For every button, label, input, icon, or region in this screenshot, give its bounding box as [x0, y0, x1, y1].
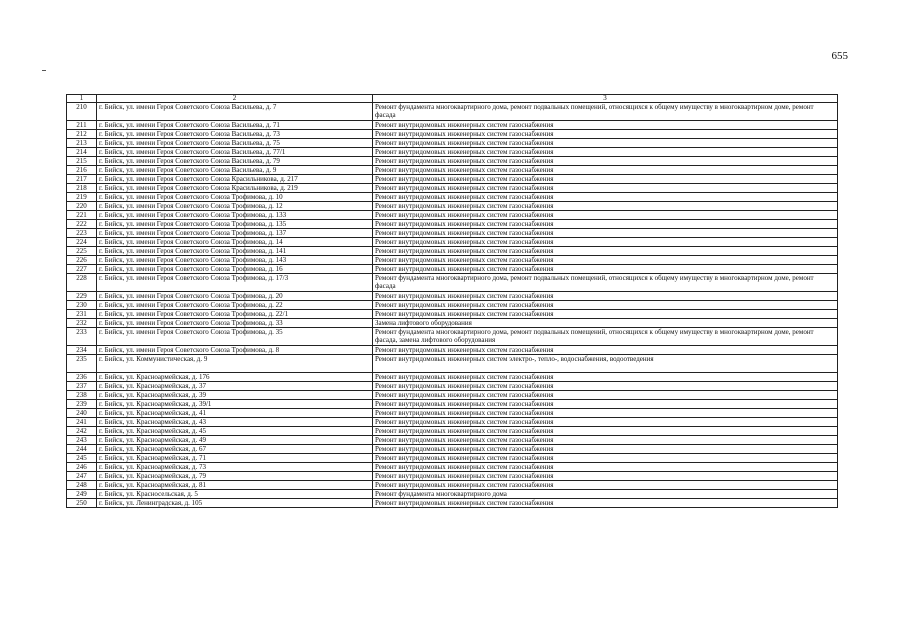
column-header-number: 1: [67, 95, 97, 103]
row-number: 231: [67, 310, 97, 319]
row-work-type: Ремонт фундамента многоквартирного дома: [373, 490, 838, 499]
row-number: 216: [67, 166, 97, 175]
row-work-type: Ремонт внутридомовых инженерных систем газоснабжения: [373, 382, 838, 391]
row-address: г. Бийск, ул. имени Героя Советского Союза Трофимова, д. 8: [97, 346, 373, 355]
row-address: г. Бийск, ул. Красноармейская, д. 43: [97, 418, 373, 427]
row-address: г. Бийск, ул. имени Героя Советского Союза Трофимова, д. 14: [97, 238, 373, 247]
table-row: [67, 382, 838, 391]
row-work-type: Ремонт внутридомовых инженерных систем газоснабжения: [373, 202, 838, 211]
row-address: г. Бийск, ул. имени Героя Советского Союза Трофимова, д. 133: [97, 211, 373, 220]
table-row: [67, 319, 838, 328]
column-header-address: 2: [97, 95, 373, 103]
header-row: [67, 95, 838, 103]
row-address: г. Бийск, ул. Коммунистическая, д. 9: [97, 355, 373, 373]
table-row: [67, 211, 838, 220]
row-work-type: Ремонт фундамента многоквартирного дома, ремонт подвальных помещений, относящихся к общему имуществу в многоквартирном доме, ремонт фасада: [373, 274, 838, 292]
row-number: 248: [67, 481, 97, 490]
row-address: г. Бийск, ул. имени Героя Советского Союза Трофимова, д. 10: [97, 193, 373, 202]
table-row: [67, 463, 838, 472]
row-number: 245: [67, 454, 97, 463]
row-work-type: Ремонт внутридомовых инженерных систем газоснабжения: [373, 481, 838, 490]
row-address: г. Бийск, ул. имени Героя Советского Союза Васильева, д. 9: [97, 166, 373, 175]
row-number: 217: [67, 175, 97, 184]
row-address: г. Бийск, ул. Красносельская, д. 5: [97, 490, 373, 499]
table-row: [67, 139, 838, 148]
row-work-type: Ремонт внутридомовых инженерных систем газоснабжения: [373, 211, 838, 220]
row-number: 249: [67, 490, 97, 499]
row-address: г. Бийск, ул. имени Героя Советского Союза Трофимова, д. 137: [97, 229, 373, 238]
row-address: г. Бийск, ул. имени Героя Советского Союза Трофимова, д. 22/1: [97, 310, 373, 319]
row-number: 243: [67, 436, 97, 445]
row-work-type: Ремонт внутридомовых инженерных систем газоснабжения: [373, 409, 838, 418]
row-address: г. Бийск, ул. имени Героя Советского Союза Трофимова, д. 20: [97, 292, 373, 301]
row-number: 241: [67, 418, 97, 427]
row-address: г. Бийск, ул. имени Героя Советского Союза Трофимова, д. 35: [97, 328, 373, 346]
row-number: 213: [67, 139, 97, 148]
table-row: [67, 121, 838, 130]
row-address: г. Бийск, ул. имени Героя Советского Союза Васильева, д. 73: [97, 130, 373, 139]
row-address: г. Бийск, ул. Красноармейская, д. 67: [97, 445, 373, 454]
row-work-type: Ремонт внутридомовых инженерных систем газоснабжения: [373, 184, 838, 193]
page-number: 655: [831, 50, 848, 62]
table-row: [67, 103, 838, 121]
row-work-type: Замена лифтового оборудования: [373, 319, 838, 328]
row-address: г. Бийск, ул. Красноармейская, д. 176: [97, 373, 373, 382]
row-address: г. Бийск, ул. Красноармейская, д. 45: [97, 427, 373, 436]
row-address: г. Бийск, ул. имени Героя Советского Союза Трофимова, д. 135: [97, 220, 373, 229]
row-address: г. Бийск, ул. имени Героя Советского Союза Трофимова, д. 33: [97, 319, 373, 328]
row-number: 246: [67, 463, 97, 472]
table-body: [67, 103, 838, 508]
table-row: [67, 400, 838, 409]
table-row: [67, 355, 838, 373]
table-row: [67, 247, 838, 256]
row-address: г. Бийск, ул. Красноармейская, д. 39: [97, 391, 373, 400]
row-address: г. Бийск, ул. Ленинградская, д. 105: [97, 499, 373, 508]
row-work-type: Ремонт внутридомовых инженерных систем газоснабжения: [373, 301, 838, 310]
row-number: 232: [67, 319, 97, 328]
table-row: [67, 229, 838, 238]
row-number: 215: [67, 157, 97, 166]
row-work-type: Ремонт внутридомовых инженерных систем газоснабжения: [373, 256, 838, 265]
table-row: [67, 130, 838, 139]
row-work-type: Ремонт внутридомовых инженерных систем газоснабжения: [373, 166, 838, 175]
table-row: [67, 193, 838, 202]
table-row: [67, 391, 838, 400]
table-row: [67, 481, 838, 490]
row-number: 220: [67, 202, 97, 211]
row-work-type: Ремонт внутридомовых инженерных систем газоснабжения: [373, 463, 838, 472]
table-row: [67, 292, 838, 301]
row-address: г. Бийск, ул. имени Героя Советского Союза Васильева, д. 79: [97, 157, 373, 166]
row-work-type: Ремонт фундамента многоквартирного дома, ремонт подвальных помещений, относящихся к общему имуществу в многоквартирном доме, ремонт фасада: [373, 103, 838, 121]
row-number: 244: [67, 445, 97, 454]
row-number: 240: [67, 409, 97, 418]
row-address: г. Бийск, ул. имени Героя Советского Союза Красильникова, д. 217: [97, 175, 373, 184]
row-work-type: Ремонт внутридомовых инженерных систем газоснабжения: [373, 238, 838, 247]
table-row: [67, 148, 838, 157]
table-row: [67, 301, 838, 310]
column-header-work-type: 3: [373, 95, 838, 103]
row-work-type: Ремонт внутридомовых инженерных систем газоснабжения: [373, 193, 838, 202]
table-row: [67, 274, 838, 292]
row-work-type: Ремонт внутридомовых инженерных систем газоснабжения: [373, 130, 838, 139]
row-number: 229: [67, 292, 97, 301]
row-work-type: Ремонт внутридомовых инженерных систем газоснабжения: [373, 139, 838, 148]
row-address: г. Бийск, ул. имени Героя Советского Союза Красильникова, д. 219: [97, 184, 373, 193]
row-work-type: Ремонт внутридомовых инженерных систем газоснабжения: [373, 418, 838, 427]
row-address: г. Бийск, ул. Красноармейская, д. 71: [97, 454, 373, 463]
row-work-type: Ремонт внутридомовых инженерных систем газоснабжения: [373, 292, 838, 301]
row-address: г. Бийск, ул. имени Героя Советского Союза Трофимова, д. 143: [97, 256, 373, 265]
table-row: [67, 238, 838, 247]
row-address: г. Бийск, ул. Красноармейская, д. 41: [97, 409, 373, 418]
row-work-type: Ремонт фундамента многоквартирного дома, ремонт подвальных помещений, относящихся к общему имуществу в многоквартирном доме, ремонт фасада, замена лифтового оборудования: [373, 328, 838, 346]
table-row: [67, 346, 838, 355]
table-row: [67, 499, 838, 508]
row-address: г. Бийск, ул. имени Героя Советского Союза Васильева, д. 77/1: [97, 148, 373, 157]
table-row: [67, 166, 838, 175]
row-work-type: Ремонт внутридомовых инженерных систем газоснабжения: [373, 121, 838, 130]
row-number: 242: [67, 427, 97, 436]
row-number: 238: [67, 391, 97, 400]
row-work-type: Ремонт внутридомовых инженерных систем газоснабжения: [373, 427, 838, 436]
row-work-type: Ремонт внутридомовых инженерных систем газоснабжения: [373, 220, 838, 229]
row-work-type: Ремонт внутридомовых инженерных систем газоснабжения: [373, 391, 838, 400]
row-address: г. Бийск, ул. имени Героя Советского Союза Трофимова, д. 22: [97, 301, 373, 310]
row-address: г. Бийск, ул. имени Героя Советского Союза Трофимова, д. 17/3: [97, 274, 373, 292]
row-number: 237: [67, 382, 97, 391]
table-row: [67, 427, 838, 436]
row-number: 211: [67, 121, 97, 130]
table-row: [67, 418, 838, 427]
row-work-type: Ремонт внутридомовых инженерных систем газоснабжения: [373, 310, 838, 319]
row-address: г. Бийск, ул. имени Героя Советского Союза Васильева, д. 71: [97, 121, 373, 130]
row-number: 222: [67, 220, 97, 229]
table-row: [67, 202, 838, 211]
row-work-type: Ремонт внутридомовых инженерных систем газоснабжения: [373, 148, 838, 157]
row-number: 212: [67, 130, 97, 139]
scan-speck: [42, 70, 46, 71]
table-row: [67, 436, 838, 445]
table-row: [67, 175, 838, 184]
row-number: 235: [67, 355, 97, 373]
table-row: [67, 184, 838, 193]
row-address: г. Бийск, ул. Красноармейская, д. 73: [97, 463, 373, 472]
row-work-type: Ремонт внутридомовых инженерных систем газоснабжения: [373, 175, 838, 184]
row-work-type: Ремонт внутридомовых инженерных систем газоснабжения: [373, 373, 838, 382]
row-address: г. Бийск, ул. имени Героя Советского Союза Трофимова, д. 16: [97, 265, 373, 274]
table-row: [67, 409, 838, 418]
row-number: 219: [67, 193, 97, 202]
table-row: [67, 220, 838, 229]
row-address: г. Бийск, ул. Красноармейская, д. 39/1: [97, 400, 373, 409]
row-address: г. Бийск, ул. имени Героя Советского Союза Трофимова, д. 141: [97, 247, 373, 256]
row-number: 226: [67, 256, 97, 265]
table-row: [67, 373, 838, 382]
row-address: г. Бийск, ул. Красноармейская, д. 79: [97, 472, 373, 481]
row-number: 224: [67, 238, 97, 247]
table-row: [67, 328, 838, 346]
row-address: г. Бийск, ул. Красноармейская, д. 81: [97, 481, 373, 490]
row-work-type: Ремонт внутридомовых инженерных систем газоснабжения: [373, 229, 838, 238]
row-number: 230: [67, 301, 97, 310]
row-number: 225: [67, 247, 97, 256]
table-row: [67, 157, 838, 166]
row-work-type: Ремонт внутридомовых инженерных систем газоснабжения: [373, 265, 838, 274]
row-address: г. Бийск, ул. имени Героя Советского Союза Трофимова, д. 12: [97, 202, 373, 211]
row-number: 223: [67, 229, 97, 238]
row-work-type: Ремонт внутридомовых инженерных систем электро-, тепло-, водоснабжения, водоотведения: [373, 355, 838, 373]
table-row: [67, 310, 838, 319]
row-work-type: Ремонт внутридомовых инженерных систем газоснабжения: [373, 454, 838, 463]
row-work-type: Ремонт внутридомовых инженерных систем газоснабжения: [373, 400, 838, 409]
row-address: г. Бийск, ул. имени Героя Советского Союза Васильева, д. 75: [97, 139, 373, 148]
table-row: [67, 256, 838, 265]
row-work-type: Ремонт внутридомовых инженерных систем газоснабжения: [373, 247, 838, 256]
row-number: 221: [67, 211, 97, 220]
row-number: 236: [67, 373, 97, 382]
row-number: 250: [67, 499, 97, 508]
table-row: [67, 445, 838, 454]
row-number: 210: [67, 103, 97, 121]
row-number: 214: [67, 148, 97, 157]
registry-table: [66, 94, 838, 508]
row-work-type: Ремонт внутридомовых инженерных систем газоснабжения: [373, 157, 838, 166]
row-work-type: Ремонт внутридомовых инженерных систем газоснабжения: [373, 472, 838, 481]
row-number: 228: [67, 274, 97, 292]
table-row: [67, 472, 838, 481]
row-number: 233: [67, 328, 97, 346]
row-work-type: Ремонт внутридомовых инженерных систем газоснабжения: [373, 445, 838, 454]
table-row: [67, 454, 838, 463]
row-work-type: Ремонт внутридомовых инженерных систем газоснабжения: [373, 499, 838, 508]
table-row: [67, 265, 838, 274]
row-number: 239: [67, 400, 97, 409]
row-work-type: Ремонт внутридомовых инженерных систем газоснабжения: [373, 346, 838, 355]
row-number: 247: [67, 472, 97, 481]
table-row: [67, 490, 838, 499]
row-number: 218: [67, 184, 97, 193]
row-number: 227: [67, 265, 97, 274]
row-address: г. Бийск, ул. Красноармейская, д. 49: [97, 436, 373, 445]
row-number: 234: [67, 346, 97, 355]
row-address: г. Бийск, ул. Красноармейская, д. 37: [97, 382, 373, 391]
row-address: г. Бийск, ул. имени Героя Советского Союза Васильева, д. 7: [97, 103, 373, 121]
row-work-type: Ремонт внутридомовых инженерных систем газоснабжения: [373, 436, 838, 445]
